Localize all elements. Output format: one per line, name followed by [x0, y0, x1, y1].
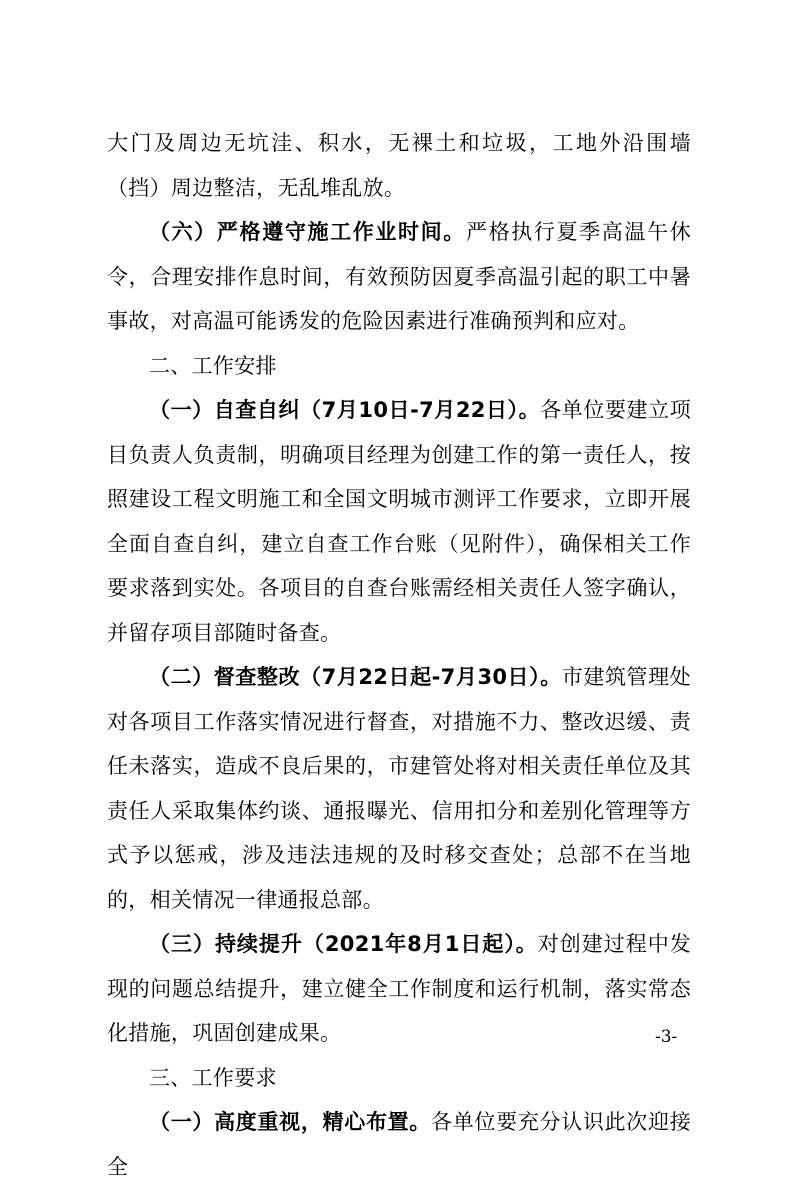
paragraph-lead: （三）持续提升（2021年8月1日起）。 — [149, 932, 538, 956]
section-heading-work-requirements — [107, 1056, 691, 1101]
paragraph-text: 市建筑管理处对各项目工作落实情况进行督查，对措施不力、整改迟缓、责任未落实，造成不良后果的，市建管处将对相关责任单位及其责任人采取集体约谈、通报曝光、信用扣分和差别化管理等方式予以惩戒，涉及违法违规的及时移交查处；总部不在当地的，相关情况一律通报总部。 — [107, 665, 691, 912]
paragraph-continuous-improvement — [107, 922, 691, 1056]
heading-text: 三、工作要求 — [149, 1065, 277, 1090]
paragraph-text: 各单位要充分认识此次迎接全 — [107, 1110, 691, 1179]
paragraph-text: 各单位要建立项目负责人负责制，明确项目经理为创建工作的第一责任人，按照建设工程文明施工和全国文明城市测评工作要求，立即开展全面自查自纠，建立自查工作台账（见附件），确保相关工作要求落到实处。各项目的自查台账需经相关责任人签字确认，并留存项目部随时备查。 — [107, 398, 691, 645]
document-body — [107, 121, 691, 1189]
paragraph-high-attention — [107, 1100, 691, 1189]
paragraph-lead: （六）严格遵守施工作业时间。 — [149, 220, 466, 244]
heading-text: 二、工作安排 — [149, 353, 277, 378]
paragraph-self-inspection — [107, 388, 691, 655]
section-heading-work-arrangement — [107, 344, 691, 389]
paragraph-text: 大门及周边无坑洼、积水，无裸土和垃圾，工地外沿围墙（挡）周边整洁，无乱堆乱放。 — [107, 131, 691, 200]
page-number: -3- — [655, 1027, 678, 1047]
paragraph-supervision — [107, 655, 691, 922]
paragraph-continuation — [107, 121, 691, 210]
paragraph-lead: （二）督查整改（7月22日起-7月30日）。 — [149, 665, 562, 689]
paragraph-text: 对创建过程中发现的问题总结提升，建立健全工作制度和运行机制，落实常态化措施，巩固创建成果。 — [107, 932, 691, 1045]
paragraph-text: 严格执行夏季高温午休令，合理安排作息时间，有效预防因夏季高温引起的职工中暑事故，对高温可能诱发的危险因素进行准确预判和应对。 — [107, 220, 692, 333]
paragraph-lead: （一）高度重视，精心布置。 — [149, 1110, 432, 1134]
paragraph-work-hours — [107, 210, 691, 344]
paragraph-lead: （一）自查自纠（7月10日-7月22日）。 — [149, 398, 541, 422]
